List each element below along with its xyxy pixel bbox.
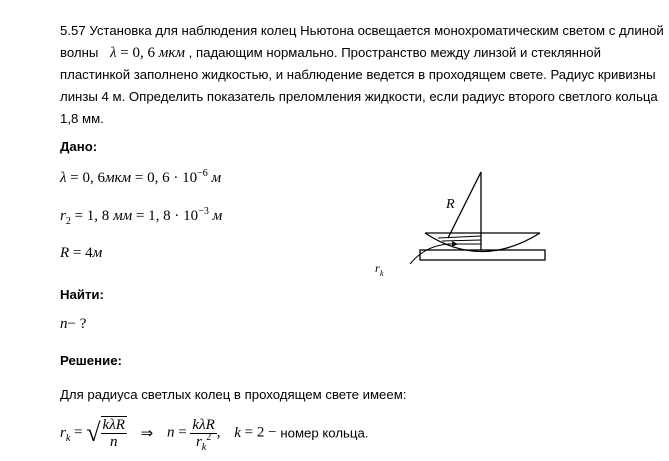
find-n: n− ? <box>60 316 87 332</box>
given-curvature: R = 4м <box>60 245 103 261</box>
given-radius: $r_2 = 1$, 8 мм = 1, $8 \cdot 10^{-3}$ м <box>60 206 223 227</box>
find-heading: Найти: <box>60 287 104 302</box>
lambda-unit: мкм <box>158 45 185 61</box>
n-fraction: $\frac{\text{kλR}}{r_k^2}$ <box>192 416 215 453</box>
implies-arrow: ⇒ <box>140 425 154 442</box>
problem-line-4: линзы 4 м. Определить показатель преломления жидкости, если радиус второго светлого кольца <box>60 89 658 104</box>
lambda-symbol: λ <box>110 45 117 61</box>
problem-text-2b: , падающим нормально. Пространство между линзой и стеклянной <box>188 45 601 60</box>
label-R: R <box>446 197 455 212</box>
pointer-arrow <box>410 244 458 264</box>
given-lambda: λ = 0, 6мкм = 0, $6 \cdot 10^{-6}$ м <box>60 168 222 186</box>
newton-rings-figure <box>375 170 550 280</box>
problem-line-5: 1,8 мм. <box>60 111 104 126</box>
problem-text-2a: волны <box>60 45 99 60</box>
lens-bottom <box>425 233 540 252</box>
given-lambda-symbol: λ <box>60 170 67 186</box>
given-heading: Дано: <box>60 139 98 154</box>
problem-line-3: пластинкой заполнено жидкостью, и наблюдение ведется в проходящем свете. Радиус кривизны <box>60 67 656 82</box>
label-rk: r <box>375 261 380 275</box>
root-fraction: $\frac{\text{kλR}}{n}$ <box>102 417 125 450</box>
label-rk-sub: k <box>380 269 384 278</box>
solution-formula: $r_k$ = √ $\frac{\text{kλR}}{n}$ ⇒ n = $\frac{\text{kλR}}{r_k^2}$ , k = 2 − номер кольца. <box>60 416 369 453</box>
solution-intro: Для радиуса светлых колец в проходящем свете имеем: <box>60 387 407 402</box>
problem-line-1 <box>60 20 664 42</box>
solution-heading: Решение: <box>60 353 122 368</box>
problem-number: 5.57 <box>60 23 86 38</box>
problem-line-2 <box>60 42 601 64</box>
problem-text-1: Установка для наблюдения колец Ньютона освещается монохроматическим светом с длиной <box>89 23 664 38</box>
lambda-value: = 0, 6 <box>120 45 155 61</box>
